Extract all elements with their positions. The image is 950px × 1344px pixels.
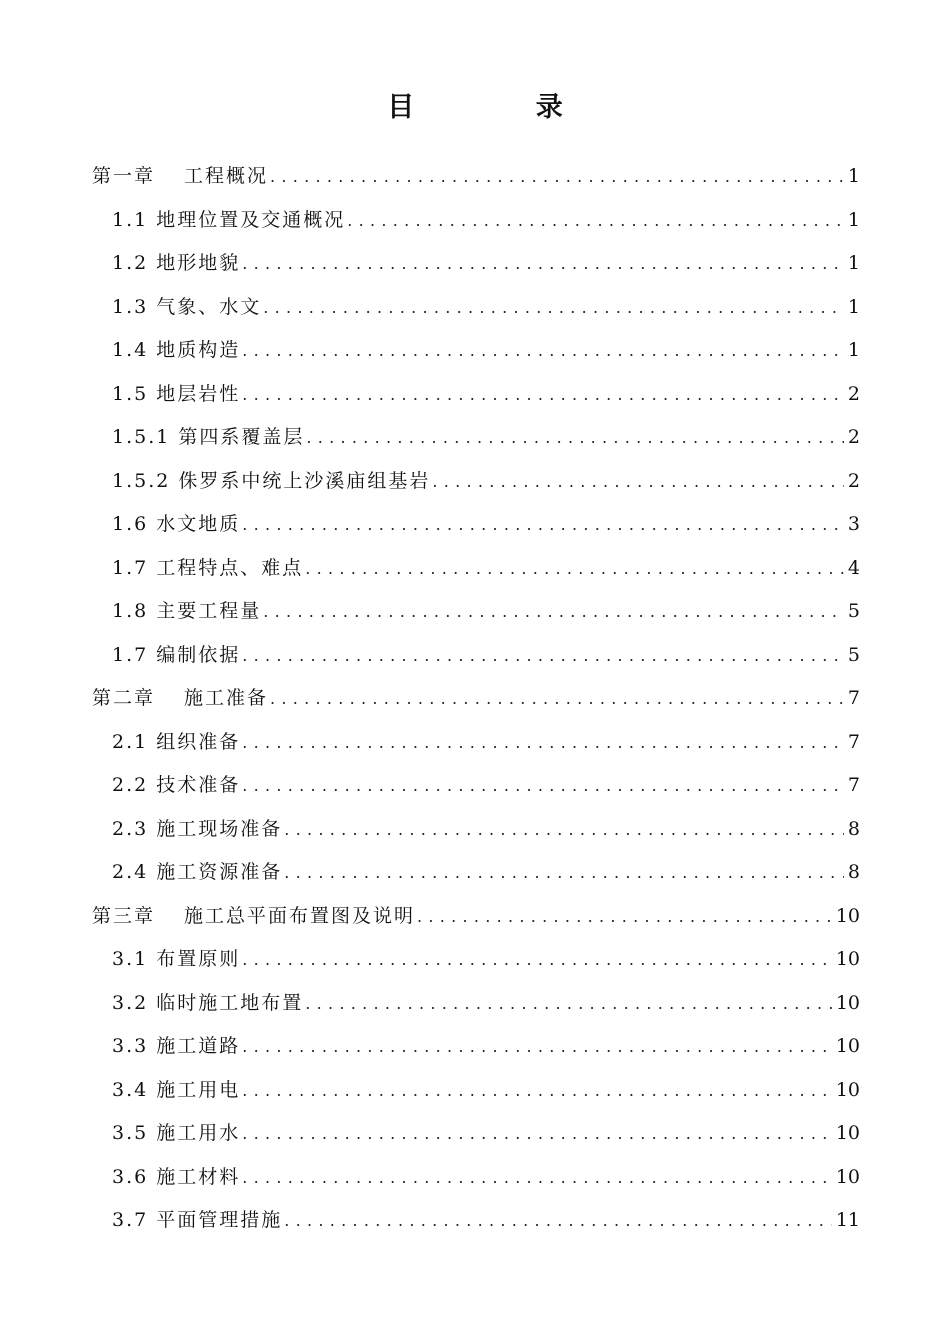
toc-section-entry[interactable] <box>92 547 860 591</box>
toc-section-entry[interactable] <box>92 982 860 1026</box>
toc-section-entry[interactable] <box>92 329 860 373</box>
toc-entry-label: 1.5.2 侏罗系中统上沙溪庙组基岩 <box>112 469 431 492</box>
toc-entry-label: 3.6 施工材料 <box>112 1165 241 1188</box>
toc-chapter-entry[interactable] <box>92 895 860 939</box>
toc-entry-label: 3.5 施工用水 <box>112 1122 241 1144</box>
toc-section-entry[interactable] <box>92 503 860 547</box>
toc-page-number: 10 <box>835 1035 860 1057</box>
toc-dot-leader <box>242 1069 832 1113</box>
toc-page-number: 8 <box>847 861 860 883</box>
toc-page-number: 4 <box>847 556 860 579</box>
toc-section-entry[interactable] <box>92 851 860 895</box>
toc-entry-label: 1.6 水文地质 <box>112 513 241 535</box>
toc-dot-leader <box>305 982 832 1026</box>
page-title: 目 录 <box>387 92 619 123</box>
toc-page-number: 5 <box>847 600 860 622</box>
toc-dot-leader <box>242 764 844 808</box>
toc-entry-label: 3.1 布置原则 <box>112 948 241 970</box>
toc-entry-label: 第三章 施工总平面布置图及说明 <box>92 904 416 927</box>
toc-entry-label: 第一章 工程概况 <box>92 165 269 187</box>
toc-entry-label: 1.3 气象、水文 <box>112 295 262 318</box>
toc-section-entry[interactable] <box>92 721 860 765</box>
toc-dot-leader <box>242 242 844 286</box>
toc-dot-leader <box>347 199 844 243</box>
toc-section-entry[interactable] <box>92 286 860 330</box>
toc-dot-leader <box>242 503 844 547</box>
toc-section-entry[interactable] <box>92 1199 860 1243</box>
toc-chapter-entry[interactable] <box>92 155 860 199</box>
toc-entry-label: 1.5 地层岩性 <box>112 382 241 405</box>
toc-dot-leader <box>270 677 844 721</box>
toc-section-entry[interactable] <box>92 1112 860 1156</box>
toc-dot-leader <box>242 938 832 982</box>
toc-page-number: 10 <box>835 904 860 927</box>
toc-page-number: 1 <box>847 208 860 231</box>
toc-section-entry[interactable] <box>92 938 860 982</box>
toc-entry-label: 3.3 施工道路 <box>112 1035 241 1057</box>
toc-page-number: 1 <box>847 339 860 361</box>
toc-page-number: 10 <box>835 948 860 970</box>
toc-section-entry[interactable] <box>92 416 860 460</box>
toc-entry-label: 1.1 地理位置及交通概况 <box>112 208 346 231</box>
toc-chapter-entry[interactable] <box>92 677 860 721</box>
toc-entry-label: 2.3 施工现场准备 <box>112 817 283 840</box>
toc-section-entry[interactable] <box>92 1069 860 1113</box>
toc-dot-leader <box>284 808 844 852</box>
toc-entry-label: 3.4 施工用电 <box>112 1078 241 1101</box>
toc-page-number: 1 <box>847 252 860 274</box>
toc-page-number: 10 <box>835 991 860 1014</box>
table-of-contents <box>92 155 860 1243</box>
toc-entry-label: 2.4 施工资源准备 <box>112 861 283 883</box>
toc-dot-leader <box>305 547 844 591</box>
toc-section-entry[interactable] <box>92 199 860 243</box>
toc-entry-label: 1.4 地质构造 <box>112 339 241 361</box>
toc-page-number: 10 <box>835 1122 860 1144</box>
toc-dot-leader <box>284 1199 832 1243</box>
toc-page-number: 10 <box>835 1165 860 1188</box>
toc-dot-leader <box>242 721 844 765</box>
toc-dot-leader <box>242 1156 832 1200</box>
toc-dot-leader <box>263 286 844 330</box>
toc-page-number: 7 <box>847 730 860 753</box>
toc-dot-leader <box>263 590 844 634</box>
toc-section-entry[interactable] <box>92 1156 860 1200</box>
toc-dot-leader <box>242 329 844 373</box>
toc-page-number: 11 <box>835 1209 860 1231</box>
toc-page-number: 8 <box>847 817 860 840</box>
toc-section-entry[interactable] <box>92 242 860 286</box>
toc-dot-leader <box>242 373 844 417</box>
toc-dot-leader <box>242 634 844 678</box>
toc-dot-leader <box>242 1025 832 1069</box>
toc-entry-label: 1.7 工程特点、难点 <box>112 556 304 579</box>
toc-page-number: 2 <box>847 426 860 448</box>
toc-dot-leader <box>270 155 844 199</box>
toc-page-number: 1 <box>847 295 860 318</box>
toc-section-entry[interactable] <box>92 808 860 852</box>
toc-entry-label: 1.2 地形地貌 <box>112 252 241 274</box>
toc-entry-label: 2.1 组织准备 <box>112 730 241 753</box>
toc-entry-label: 1.8 主要工程量 <box>112 600 262 622</box>
toc-section-entry[interactable] <box>92 634 860 678</box>
toc-dot-leader <box>417 895 832 939</box>
toc-section-entry[interactable] <box>92 590 860 634</box>
toc-entry-label: 第二章 施工准备 <box>92 687 269 709</box>
toc-section-entry[interactable] <box>92 764 860 808</box>
toc-entry-label: 3.2 临时施工地布置 <box>112 991 304 1014</box>
toc-dot-leader <box>284 851 844 895</box>
toc-page-number: 7 <box>847 687 860 709</box>
toc-page-number: 5 <box>847 643 860 666</box>
toc-page-number: 2 <box>847 469 860 492</box>
toc-dot-leader <box>242 1112 832 1156</box>
toc-page-number: 10 <box>835 1078 860 1101</box>
toc-dot-leader <box>306 416 844 460</box>
toc-page-number: 7 <box>847 774 860 796</box>
toc-page-number: 3 <box>847 513 860 535</box>
toc-page-number: 1 <box>847 165 860 187</box>
toc-entry-label: 3.7 平面管理措施 <box>112 1209 283 1231</box>
toc-entry-label: 2.2 技术准备 <box>112 774 241 796</box>
toc-entry-label: 1.7 编制依据 <box>112 643 241 666</box>
toc-dot-leader <box>432 460 844 504</box>
toc-entry-label: 1.5.1 第四系覆盖层 <box>112 426 305 448</box>
toc-section-entry[interactable] <box>92 1025 860 1069</box>
toc-section-entry[interactable] <box>92 373 860 417</box>
toc-section-entry[interactable] <box>92 460 860 504</box>
toc-page-number: 2 <box>847 382 860 405</box>
